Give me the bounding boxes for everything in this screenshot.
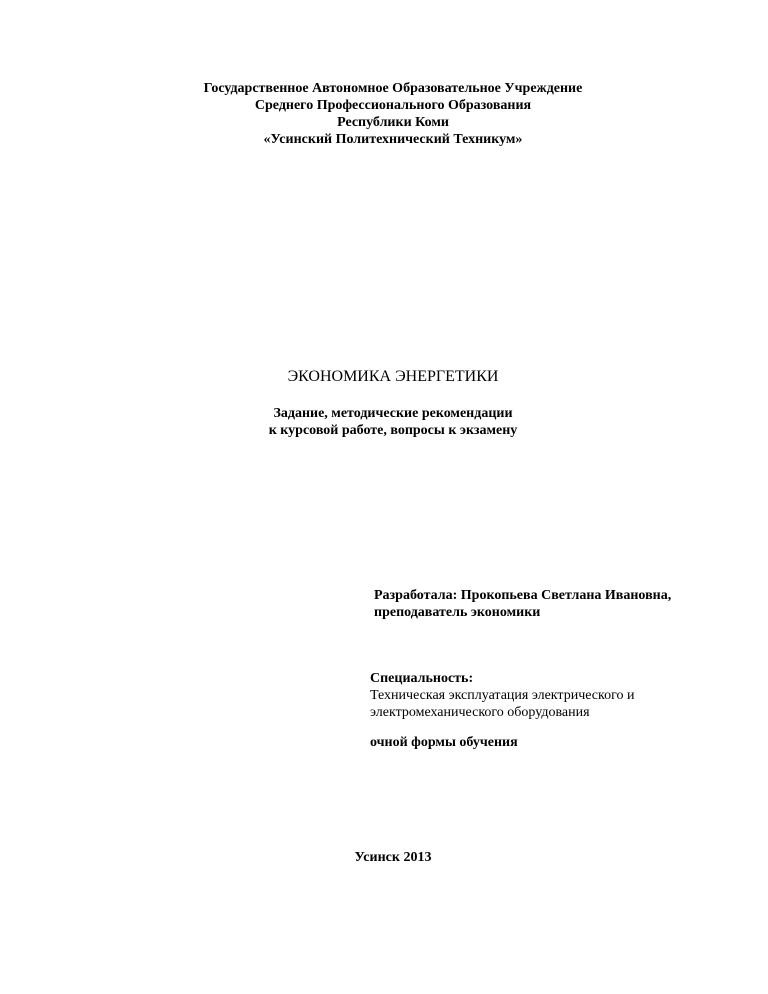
author-line-2: преподаватель экономики [374, 605, 541, 620]
study-form: очной формы обучения [370, 735, 518, 750]
author-block [374, 587, 671, 621]
institution-header [0, 80, 768, 148]
author-line-1: Разработала: Прокопьева Светлана Ивановна, [374, 588, 672, 603]
specialty-label: Специальность: [370, 671, 474, 686]
specialty-line-2: электромеханического оборудования [370, 705, 590, 720]
subtitle-line-2: к курсовой работе, вопросы к экзамену [268, 423, 518, 438]
specialty-block [370, 670, 635, 721]
institution-line-1: Государственное Автономное Образовательное Учреждение [203, 81, 583, 96]
document-subtitle [0, 405, 768, 439]
city-year: Усинск 2013 [354, 850, 432, 865]
institution-line-4: «Усинский Политехнический Техникум» [263, 132, 523, 147]
specialty-line-1: Техническая эксплуатация электрического и [370, 688, 635, 703]
institution-line-3: Республики Коми [337, 115, 449, 130]
document-title: ЭКОНОМИКА ЭНЕРГЕТИКИ [287, 368, 499, 385]
subtitle-line-1: Задание, методические рекомендации [273, 406, 513, 421]
institution-line-2: Среднего Профессионального Образования [254, 98, 532, 113]
